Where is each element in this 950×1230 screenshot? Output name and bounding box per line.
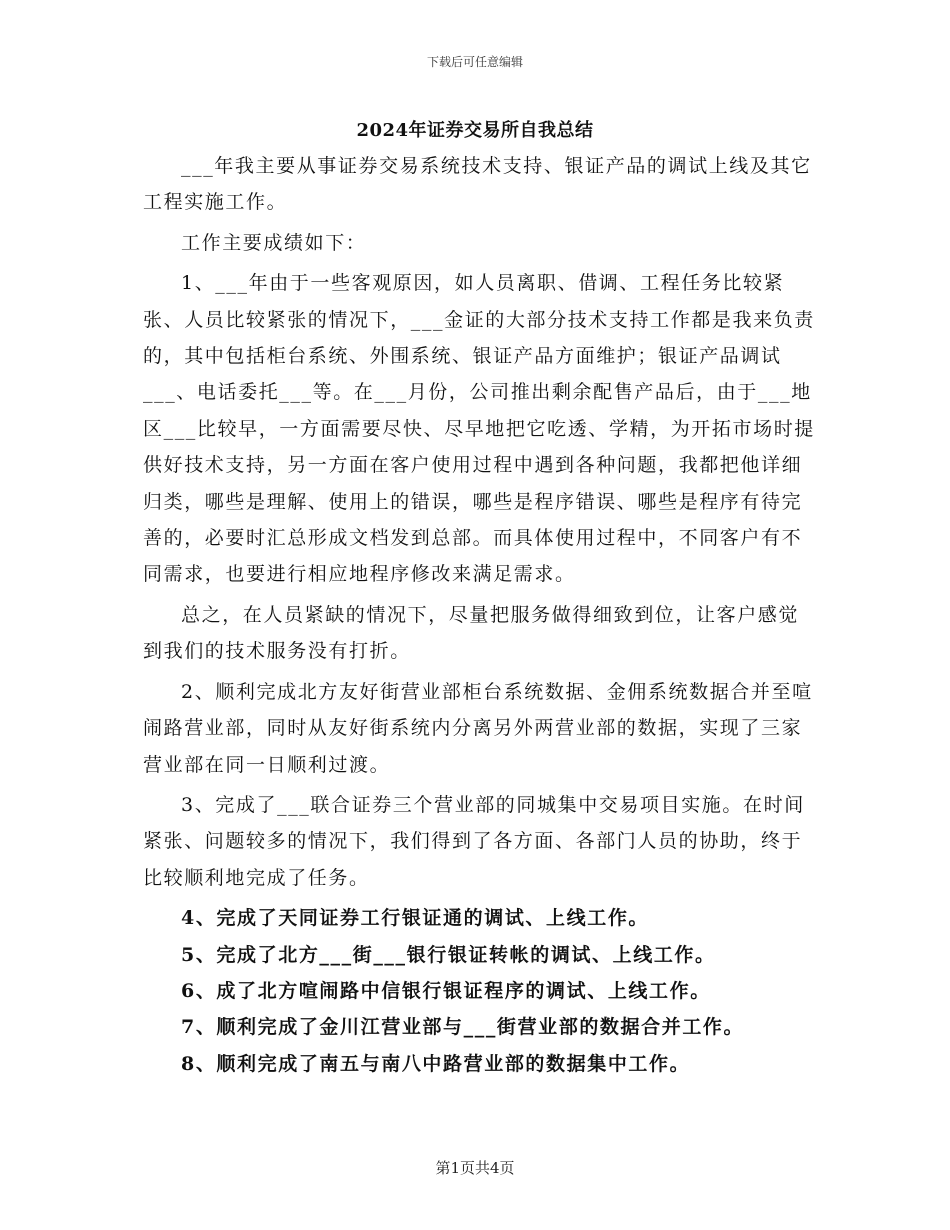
page-footer: 第1页共4页 bbox=[435, 1159, 515, 1177]
page-header: 下载后可任意编辑 bbox=[426, 55, 523, 69]
paragraph-item-6: 6、成了北方喧闹路中信银行银证程序的调试、上线工作。 bbox=[181, 979, 711, 1002]
paragraph-summary: 总之，在人员紧缺的情况下，尽量把服务做得细致到位，让客户感觉到我们的技术服务没有打折。 bbox=[143, 603, 800, 663]
paragraph-item-8: 8、顺利完成了南五与南八中路营业部的数据集中工作。 bbox=[181, 1052, 691, 1075]
paragraph-achievements-heading: 工作主要成绩如下： bbox=[181, 231, 367, 254]
paragraph-item-3: 3、完成了___联合证券三个营业部的同城集中交易项目实施。在时间紧张、问题较多的情况下，我们得到了各方面、各部门人员的协助，终于比较顺利地完成了任务。 bbox=[143, 793, 805, 889]
paragraph-item-5: 5、完成了北方___街___银行银证转帐的调试、上线工作。 bbox=[181, 943, 716, 966]
document-title: 2024年证券交易所自我总结 bbox=[356, 120, 594, 141]
paragraph-item-7: 7、顺利完成了金川江营业部与___街营业部的数据合并工作。 bbox=[181, 1016, 745, 1039]
document-body bbox=[143, 148, 815, 1082]
paragraph-intro: ___年我主要从事证券交易系统技术支持、银证产品的调试上线及其它工程实施工作。 bbox=[143, 155, 812, 214]
paragraph-item-4: 4、完成了天同证券工行银证通的调试、上线工作。 bbox=[181, 907, 650, 930]
paragraph-item-1: 1、___年由于一些客观原因，如人员离职、借调、工程任务比较紧张、人员比较紧张的情况下，___金证的大部分技术支持工作都是我来负责的，其中包括柜台系统、外围系统、银证产品方面维护；银证产品调试___、电话委托___等。在___月份，公司推出剩余配售产品后，由于___地区___比较早，一方面需要尽快、尽早地把它吃透、学精，为开拓市场时提供好技术支持，另一方面在客户使用过程中遇到各种问题，我都把他详细归类，哪些是理解、使用上的错误，哪些是程序错误、哪些是程序有待完善的，必要时汇总形成文档发到总部。而具体使用过程中，不同客户有不同需求，也要进行相应地程序修改来满足需求。 bbox=[143, 272, 815, 586]
paragraph-item-2: 2、顺利完成北方友好街营业部柜台系统数据、金佣系统数据合并至喧闹路营业部，同时从友好街系统内分离另外两营业部的数据，实现了三家营业部在同一日顺利过渡。 bbox=[143, 680, 813, 776]
